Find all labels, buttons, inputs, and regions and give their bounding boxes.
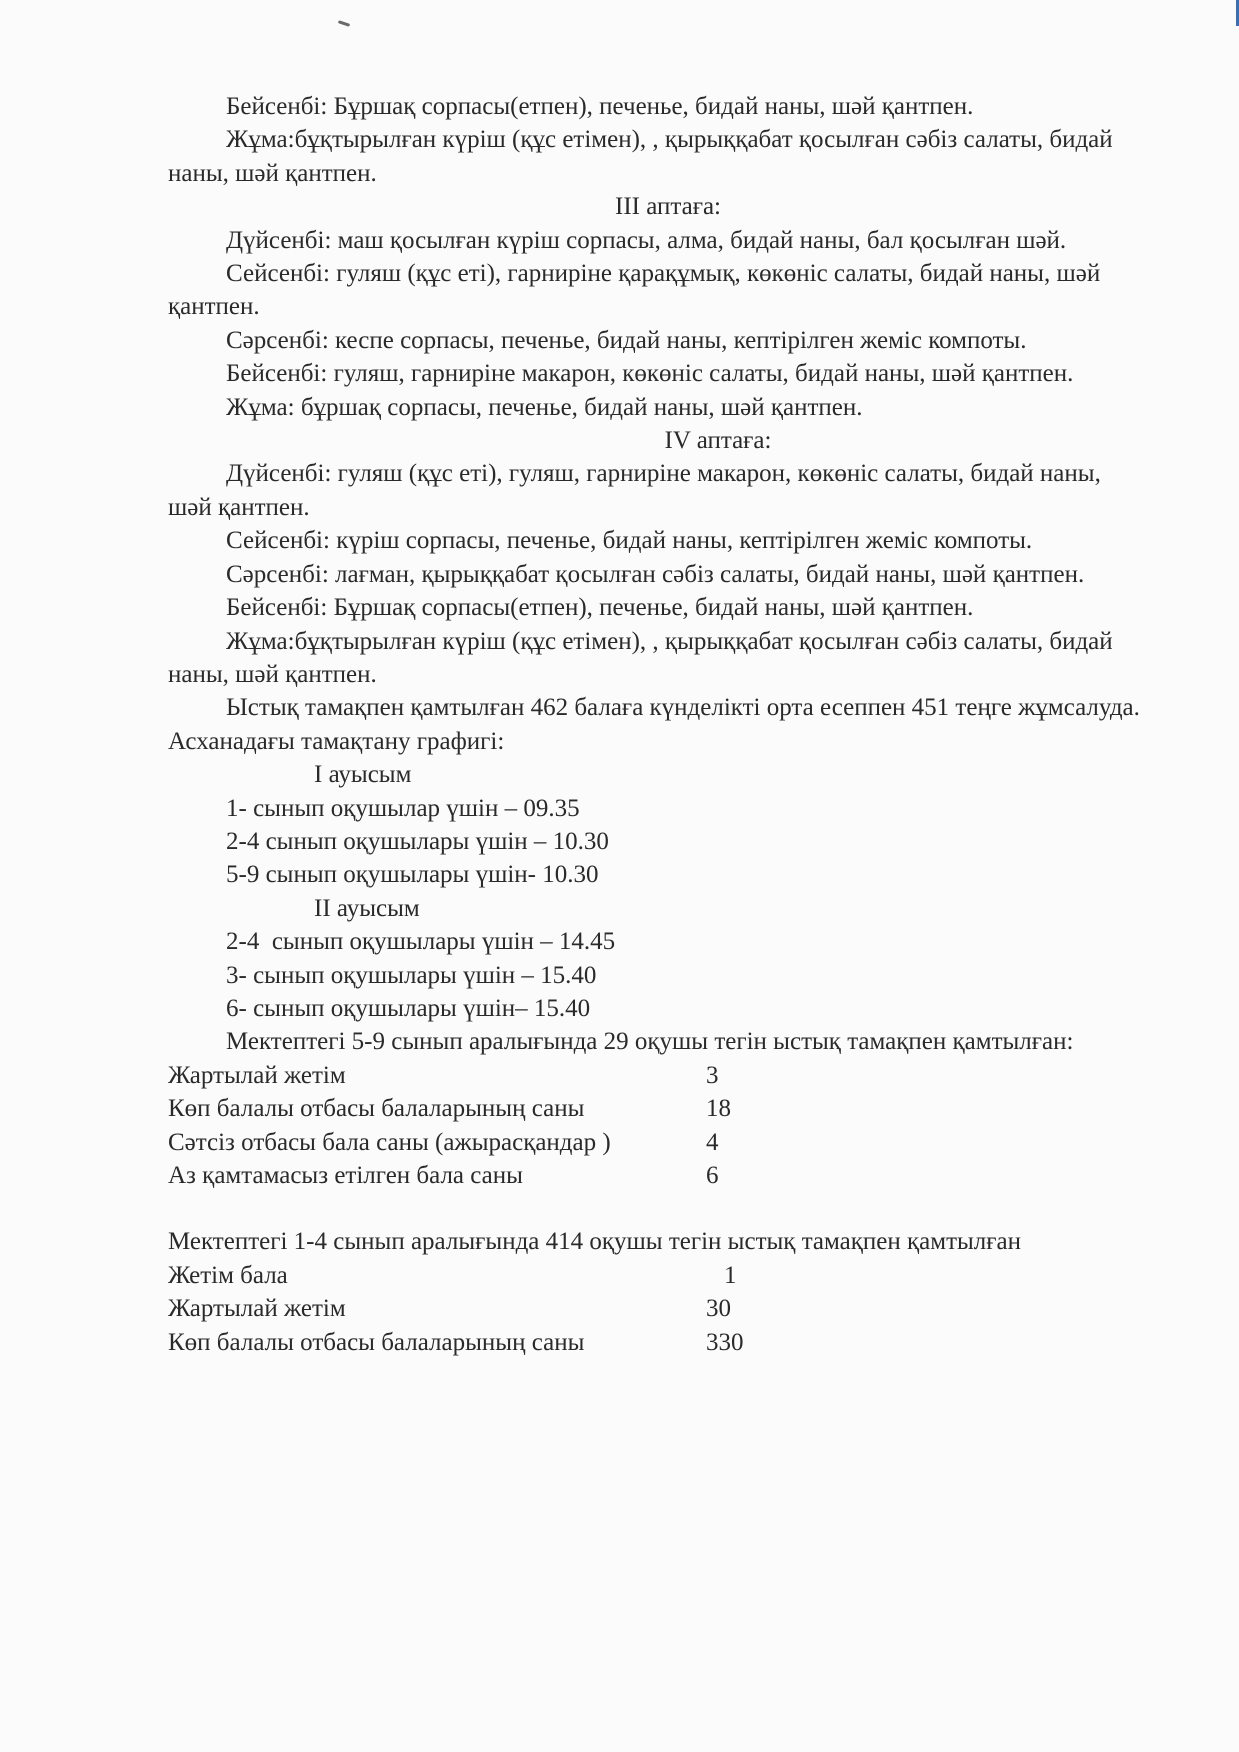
week4-thursday-menu: Бейсенбі: Бұршақ сорпасы(етпен), печенье, бидай наны, шәй қантпен. [226,594,974,622]
row-label: Жетім бала [168,1261,288,1289]
free-meals-1-4-intro: Мектептегі 1-4 сынып аралығында 414 оқушы тегін ыстық тамақпен қамтылған [168,1228,1022,1256]
week2-friday-menu: Жұма:бұқтырылған күріш (құс етімен), , қырыққабат қосылған сәбіз салаты, бидай наны, шәй қантпен. [168,126,1113,187]
free-meals-5-9-row [168,1059,1148,1092]
shift2-item: 2-4 сынып оқушылары үшін – 14.45 [226,928,616,956]
free-meals-5-9-row [168,1159,1148,1192]
row-value: 4 [706,1128,719,1156]
row-value: 30 [706,1295,731,1323]
week3-monday-menu: Дүйсенбі: маш қосылған күріш сорпасы, алма, бидай наны, бал қосылған шәй. [226,226,1067,254]
free-meals-5-9-intro: Мектептегі 5-9 сынып аралығында 29 оқушы тегін ыстық тамақпен қамтылған: [226,1028,1074,1056]
row-value: 330 [706,1328,744,1356]
week4-wednesday-menu: Сәрсенбі: лағман, қырыққабат қосылған сәбіз салаты, бидай наны, шәй қантпен. [226,560,1085,588]
row-value: 1 [724,1261,737,1289]
hot-meal-cost-note: Ыстық тамақпен қамтылған 462 балаға күнделікті орта есеппен 451 теңге жұмсалуда. [226,694,1140,722]
section-spacer [168,1192,1148,1225]
shift2-label: ІІ ауысым [314,894,420,922]
row-label: Сәтсіз отбасы бала саны (ажырасқандар ) [168,1128,611,1156]
row-label: Көп балалы отбасы балаларының саны [168,1095,585,1123]
free-meals-1-4-row [168,1259,1148,1292]
week3-wednesday-menu: Сәрсенбі: кеспе сорпасы, печенье, бидай наны, кептірілген жеміс компоты. [226,326,1027,354]
week4-monday-menu: Дүйсенбі: гуляш (құс еті), гуляш, гарниріне макарон, көкөніс салаты, бидай наны, шәй қантпен. [168,460,1101,521]
row-value: 18 [706,1095,731,1123]
row-label: Көп балалы отбасы балаларының саны [168,1328,585,1356]
week3-tuesday-menu: Сейсенбі: гуляш (құс еті), гарниріне қарақұмық, көкөніс салаты, бидай наны, шәй қантпен. [168,260,1101,321]
week4-friday-menu: Жұма:бұқтырылған күріш (құс етімен), , қырыққабат қосылған сәбіз салаты, бидай наны, шәй қантпен. [168,627,1113,688]
shift2-item: 6- сынып оқушылары үшін– 15.40 [226,994,591,1022]
row-value: 6 [706,1162,719,1189]
free-meals-5-9-row [168,1092,1148,1125]
week2-thursday-menu: Бейсенбі: Бұршақ сорпасы(етпен), печенье, бидай наны, шәй қантпен. [226,93,974,120]
schedule-title: Асханадағы тамақтану графигі: [168,727,505,755]
week4-tuesday-menu: Сейсенбі: күріш сорпасы, печенье, бидай наны, кептірілген жеміс компоты. [226,527,1033,555]
free-meals-5-9-row [168,1126,1148,1159]
row-value: 3 [706,1061,719,1089]
week3-thursday-menu: Бейсенбі: гуляш, гарниріне макарон, көкөніс салаты, бидай наны, шәй қантпен. [226,360,1074,388]
shift1-item: 2-4 сынып оқушылары үшін – 10.30 [226,827,609,855]
scan-speck [338,20,350,27]
week4-heading: ІV аптаға: [664,427,772,455]
week3-heading: ІІІ аптаға: [615,193,721,221]
shift1-item: 1- сынып оқушылар үшін – 09.35 [226,794,580,822]
free-meals-1-4-row [168,1292,1148,1325]
shift1-label: І ауысым [314,761,412,789]
row-label: Жартылай жетім [168,1295,346,1323]
row-label: Жартылай жетім [168,1061,346,1089]
shift1-item: 5-9 сынып оқушылары үшін- 10.30 [226,861,599,889]
week3-friday-menu: Жұма: бұршақ сорпасы, печенье, бидай наны, шәй қантпен. [226,393,863,421]
document-body [168,90,1148,1359]
free-meals-1-4-row [168,1326,1148,1359]
row-label: Аз қамтамасыз етілген бала саны [168,1162,523,1189]
shift2-item: 3- сынып оқушылары үшін – 15.40 [226,961,597,989]
